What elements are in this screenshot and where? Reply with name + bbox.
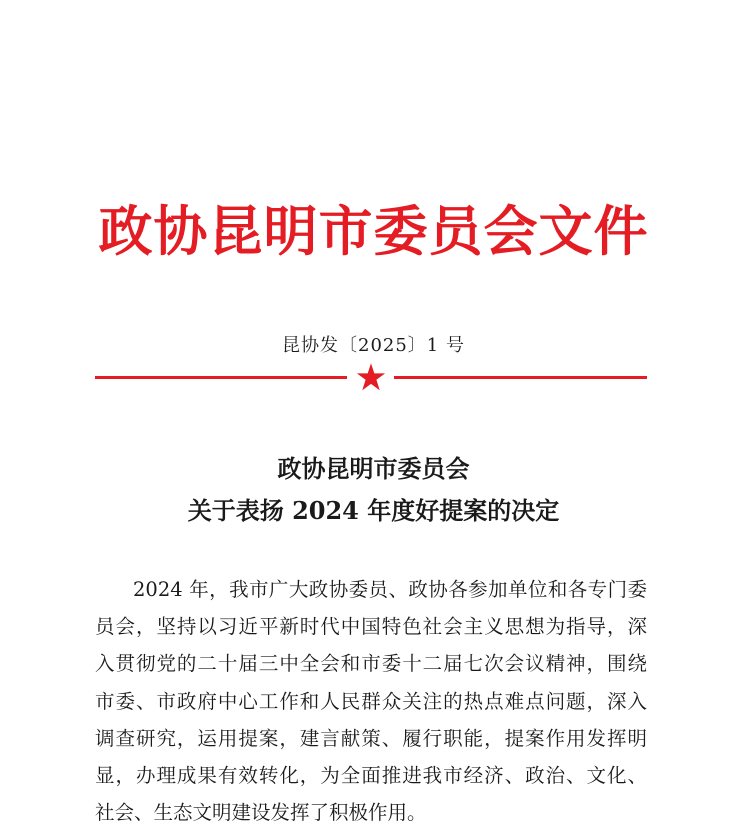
document-header-title: 政协昆明市委员会文件 (98, 199, 649, 263)
body-line: 入贯彻党的二十届三中全会和市委十二届七次会议精神，围绕 (95, 652, 647, 676)
body-line: 调查研究，运用提案，建言献策、履行职能，提案作用发挥明 (95, 726, 647, 750)
document-number: 昆协发〔2025〕1 号 (282, 335, 465, 356)
body-line: 市委、市政府中心工作和人民群众关注的热点难点问题，深入 (95, 689, 647, 713)
decision-title-line-1: 政协昆明市委员会 (277, 454, 470, 483)
red-separator-right (394, 376, 647, 379)
body-line: 2024 年，我市广大政协委员、政协各参加单位和各专门委 (133, 578, 647, 601)
body-line: 显，办理成果有效转化，为全面推进我市经济、政治、文化、 (95, 764, 647, 788)
decision-title-line-2: 关于表扬 2024 年度好提案的决定 (187, 496, 560, 525)
body-paragraph (95, 571, 647, 831)
body-line: 社会、生态文明建设发挥了积极作用。 (95, 801, 427, 825)
body-line: 员会，坚持以习近平新时代中国特色社会主义思想为指导，深 (95, 615, 647, 639)
red-separator-left (95, 376, 347, 379)
star-icon (356, 362, 386, 392)
